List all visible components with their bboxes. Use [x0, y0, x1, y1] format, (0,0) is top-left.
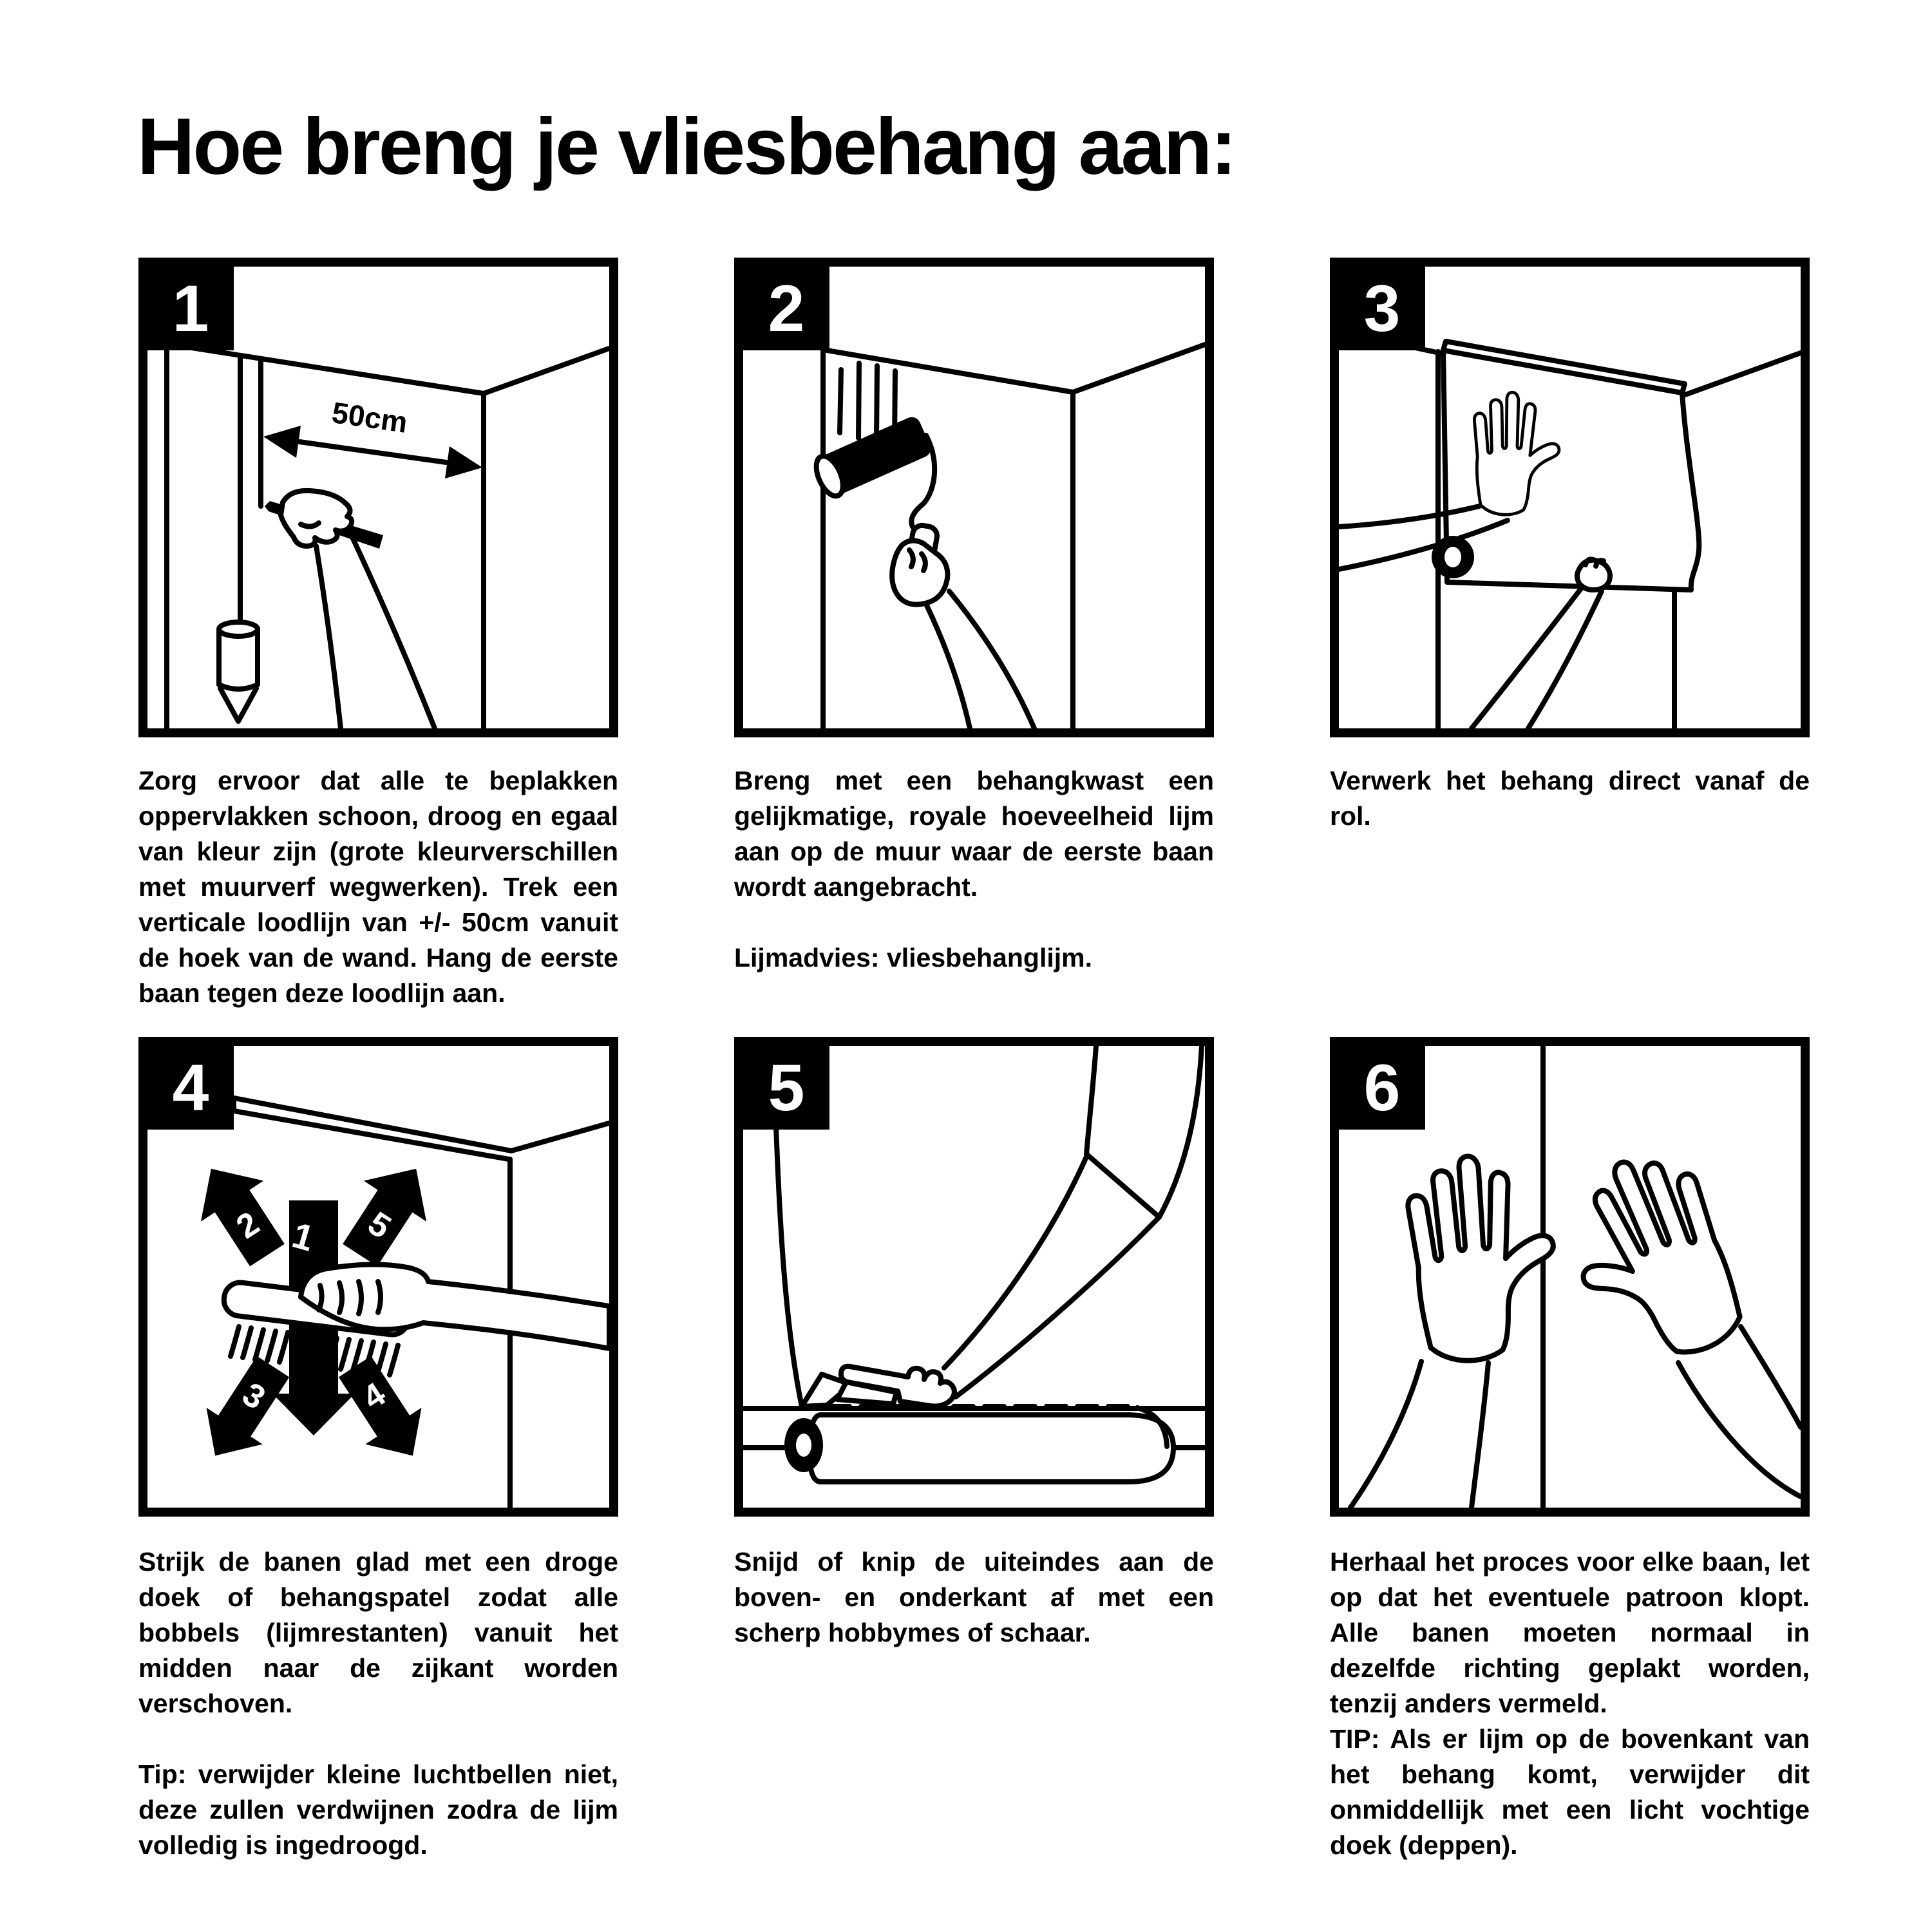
plumb-bob-icon: [219, 622, 258, 721]
right-pressing-hand: [1548, 1139, 1801, 1497]
step-panel-1: [138, 258, 618, 737]
svg-text:5: 5: [361, 1204, 397, 1247]
caption-step-6: [1330, 1544, 1810, 1863]
left-pressing-hand: [1350, 1150, 1562, 1508]
svg-text:2: 2: [230, 1204, 266, 1247]
step-panel-5: [734, 1037, 1214, 1517]
svg-text:4: 4: [356, 1375, 392, 1417]
caption-step-1: [138, 763, 618, 1011]
caption-paragraph: Strijk de banen glad met een droge doek of behangspatel zodat alle bobbels (lijmrestanten) vanuit het midden naar de zijkant worden verschoven.: [138, 1547, 618, 1718]
page-title: Hoe breng je vliesbehang aan:: [137, 102, 1235, 191]
caption-step-2: [734, 763, 1214, 976]
wall-corner: [823, 345, 1205, 728]
step-panel-4: [138, 1037, 618, 1517]
caption-paragraph: TIP: Als er lijm op de bovenkant van het behang komt, verwijder dit onmiddellijk met een licht vochtige doek (deppen).: [1330, 1724, 1810, 1860]
svg-text:1: 1: [288, 1214, 319, 1259]
caption-step-5: [734, 1544, 1214, 1651]
measure-label: 50cm: [330, 395, 410, 439]
step-number-badge: 4: [147, 1046, 234, 1130]
step-number-badge: 6: [1339, 1046, 1425, 1130]
caption-paragraph: Lijmadvies: vliesbehanglijm.: [734, 943, 1092, 972]
step-panel-6: [1330, 1037, 1810, 1517]
caption-paragraph: Herhaal het proces voor elke baan, let op dat het eventuele patroon klopt. Alle banen moeten normaal in dezelfde richting geplakt worden, tenzij anders vermeld.: [1330, 1547, 1810, 1718]
caption-paragraph: Breng met een behangkwast een gelijkmatige, royale hoeveelheid lijm aan op de muur waar de eerste baan wordt aangebracht.: [734, 766, 1214, 902]
step-number-badge: 5: [743, 1046, 829, 1130]
caption-paragraph: Verwerk het behang direct vanaf de rol.: [1330, 766, 1810, 831]
step-number-badge: 3: [1339, 267, 1425, 350]
step-panel-2: [734, 258, 1214, 737]
hand-holding-roller: [892, 540, 1034, 728]
svg-text:3: 3: [236, 1375, 272, 1417]
step-number-badge: 2: [743, 267, 829, 350]
caption-paragraph: Tip: verwijder kleine luchtbellen niet, deze zullen verdwijnen zodra de lijm volledig is ingedroogd.: [138, 1759, 618, 1860]
caption-step-3: [1330, 763, 1810, 834]
step-number-badge: 1: [147, 267, 234, 350]
caption-paragraph: Snijd of knip de uiteindes aan de boven- en onderkant af met een scherp hobbymes of schaar.: [734, 1547, 1214, 1647]
hand-holding-brush: [301, 1264, 609, 1349]
hand-with-knife: [841, 1046, 1202, 1406]
caption-step-4: [138, 1544, 618, 1863]
hand-with-pencil: [281, 491, 435, 728]
wall-corner: [167, 344, 609, 728]
caption-paragraph: Zorg ervoor dat alle te beplakken oppervlakken schoon, droog en egaal van kleur zijn (grote kleurverschillen met muurverf wegwerken). Trek een verticale loodlijn van +/- 50cm vanuit de hoek van de wand. Hang de eerste baan tegen deze loodlijn aan.: [138, 766, 618, 1008]
smoothing-arrow-down-left-3: [187, 1349, 301, 1474]
step-panel-3: [1330, 258, 1810, 737]
smoothing-arrow-up-right-5: [328, 1148, 447, 1275]
wallpaper-roll-icon: [784, 1408, 1173, 1482]
smoothing-arrow-up-left-2: [180, 1148, 298, 1275]
